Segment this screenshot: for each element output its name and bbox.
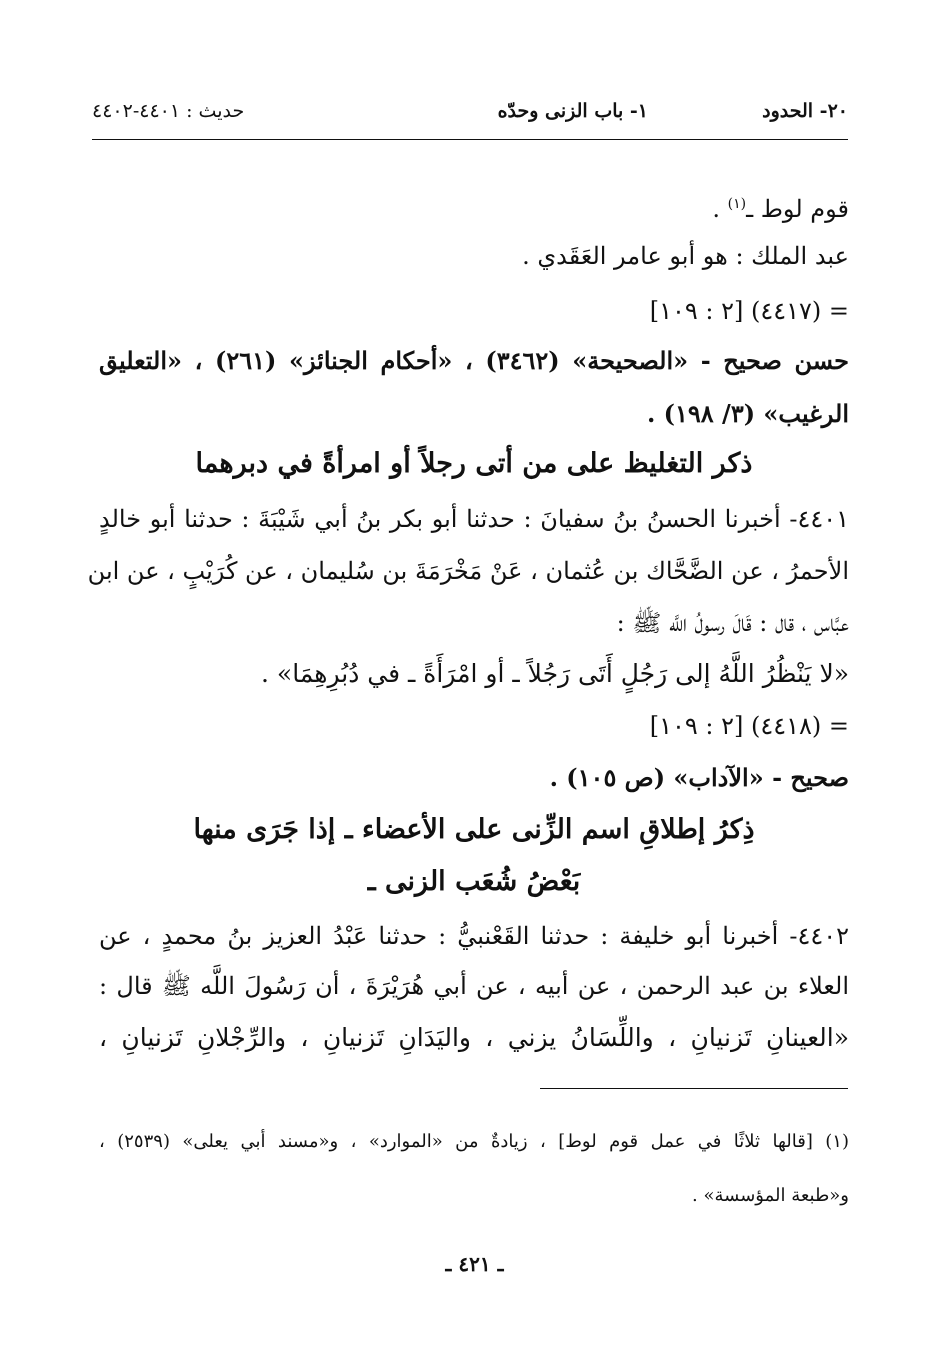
- hadith-isnad: عبَّاس ، قال : قَالَ رسولُ اللَّه ﷺ :: [616, 609, 849, 637]
- section-heading: بَعْضُ شُعَب الزنى ـ: [367, 866, 581, 897]
- hadith-matn: «لا يَنْظُرُ اللَّهُ إلى رَجُلٍ أَتَى رَجُلاً ـ أو امْرَأَةً ـ في دُبُرِهِمَا» .: [261, 659, 849, 688]
- hadith-isnad: ٤٤٠١- أخبرنا الحسنُ بنُ سفيانَ : حدثنا أبو بكر بنُ أبي شَيْبَةَ : حدثنا أبو خالدٍ: [99, 505, 849, 533]
- section-heading: ذِكرُ إطلاقِ اسم الزِّنى على الأعضاء ـ إذا جَرَى منها: [193, 814, 755, 845]
- grading-line: صحيح - «الآداب» (ص ١٠٥) .: [549, 763, 849, 792]
- section-title: ١- باب الزنى وحدّه: [497, 100, 648, 122]
- hadith-matn: «العينانِ تَزنيانِ ، واللِّسَانُ يزني ، واليَدَانِ تَزنيانِ ، والرِّجْلانِ تَزنيانِ ،: [99, 1023, 849, 1052]
- footnote: (١) [قالها ثلاثًا في عمل قوم لوط] ، زيادةٌ من «الموارد» ، و«مسند أبي يعلى» (٢٥٣٩) ،: [99, 1131, 849, 1152]
- footnote-rule: [540, 1088, 848, 1089]
- chapter-title: ٢٠- الحدود: [762, 100, 848, 122]
- text-line: قوم لوط ـ$^{(١)}$ .: [712, 195, 849, 223]
- section-heading: ذكر التغليظ على من أتى رجلاً أو امرأةً في دبرهما: [195, 448, 753, 479]
- cross-reference: = (٤٤١٨) [٢ : ١٠٩]: [649, 712, 849, 740]
- footnote: و«طبعة المؤسسة» .: [692, 1185, 849, 1206]
- hadith-isnad: الأحمرُ ، عن الضَّحَّاك بن عُثمان ، عَنْ مَخْرَمَةَ بن سُليمان ، عن كُرَيْبٍ ، عن ابن: [87, 557, 849, 585]
- running-header: [92, 100, 848, 140]
- footnote-marker: (١): [727, 196, 747, 212]
- hadith-isnad: العلاء بن عبد الرحمن ، عن أبيه ، عن أبي هُرَيْرَةَ ، أن رَسُولَ اللَّه ﷺ قال :: [99, 972, 849, 1000]
- hadith-isnad: ٤٤٠٢- أخبرنا أبو خليفة : حدثنا القَعْنبيُّ : حدثنا عَبْدُ العزيز بنُ محمدٍ ، عن: [99, 922, 849, 950]
- header-rule: [92, 139, 848, 140]
- cross-reference: = (٤٤١٧) [٢ : ١٠٩]: [649, 297, 849, 325]
- grading-line: حسن صحيح - «الصحيحة» (٣٤٦٢) ، «أحكام الجنائز» (٢٦١) ، «التعليق: [99, 346, 849, 375]
- page-number: ـ ٤٢١ ـ: [445, 1252, 504, 1276]
- grading-line: الرغيب» (٣/ ١٩٨) .: [646, 399, 849, 428]
- hadith-range: حديث : ٤٤٠١-٤٤٠٢: [92, 100, 245, 122]
- text-line: عبد الملك : هو أبو عامر العَقَدي .: [522, 242, 849, 270]
